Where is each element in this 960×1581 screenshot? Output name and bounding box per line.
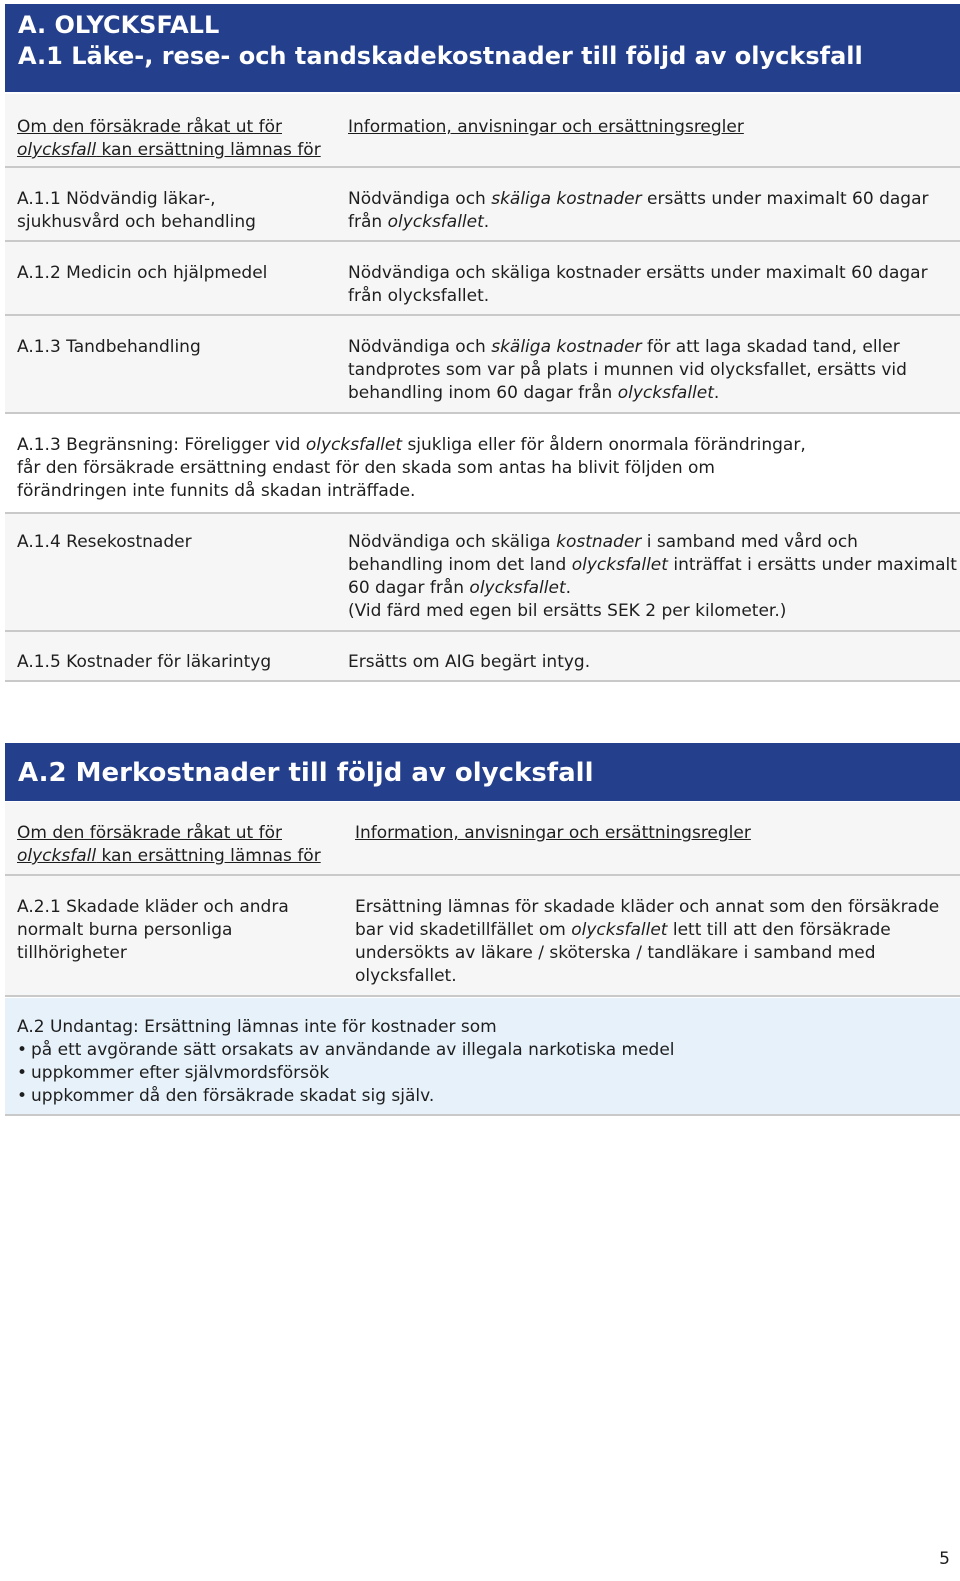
row-label: A.1.5 Kostnader för läkarintyg [17, 652, 272, 672]
column-header-row [5, 802, 960, 876]
row-text: Nödvändiga och skäliga kostnader för att laga skadad tand, eller tandprotes som var på plats i munnen vid olycksfallet, ersätts vid behandling inom 60 dagar från olycksfallet. [348, 337, 907, 403]
row-label: A.1.4 Resekostnader [17, 532, 192, 552]
table-row-a13 [5, 316, 960, 414]
section-heading: A. OLYCKSFALL [18, 11, 220, 39]
section-heading: A.2 Merkostnader till följd av olycksfall [18, 758, 594, 788]
exception-bullet: • uppkommer då den försäkrade skadat sig själv. [17, 1086, 435, 1106]
table-row-a15 [5, 632, 960, 682]
table-row-a11 [5, 168, 960, 242]
left-column-header: Om den försäkrade råkat ut för olycksfall kan ersättning lämnas för [17, 117, 321, 160]
table-row-a21 [5, 876, 960, 997]
row-label: A.2.1 Skadade kläder och andra normalt burna personliga tillhörigheter [17, 897, 289, 963]
exception-note [5, 998, 960, 1116]
row-text: Nödvändiga och skäliga kostnader ersätts under maximalt 60 dagar från olycksfallet. [348, 189, 929, 232]
section-a2-banner [5, 743, 960, 801]
row-text: Nödvändiga och skäliga kostnader i samband med vård och behandling inom det land olycksfallet inträffat i ersätts under maximalt 60 dagar från olycksfallet. (Vid färd med egen bil ersätts SEK 2 per kilometer.) [348, 532, 957, 621]
exception-bullet: • uppkommer efter självmordsförsök [17, 1063, 330, 1083]
column-header-row [5, 94, 960, 168]
right-column-header: Information, anvisningar och ersättningsregler [355, 823, 751, 843]
exception-bullet: • på ett avgörande sätt orsakats av användande av illegala narkotiska medel [17, 1040, 675, 1060]
row-label: A.1.2 Medicin och hjälpmedel [17, 263, 268, 283]
page-number: 5 [939, 1549, 950, 1569]
table-row-a14 [5, 514, 960, 632]
row-text: Nödvändiga och skäliga kostnader ersätts under maximalt 60 dagar från olycksfallet. [348, 263, 928, 306]
table-row-a12 [5, 242, 960, 316]
section-subheading: A.1 Läke-, rese- och tandskadekostnader till följd av olycksfall [18, 42, 863, 70]
section-a1-banner [5, 4, 960, 92]
row-label: A.1.3 Tandbehandling [17, 337, 201, 357]
limitation-note: A.1.3 Begränsning: Föreligger vid olycksfallet sjukliga eller för åldern onormala förändringar, får den försäkrade ersättning endast för den skada som antas ha blivit följden om förändringen inte funnits då skadan inträffade. [5, 414, 960, 514]
exception-title: A.2 Undantag: Ersättning lämnas inte för kostnader som [17, 1017, 497, 1037]
right-column-header: Information, anvisningar och ersättningsregler [348, 117, 744, 137]
left-column-header: Om den försäkrade råkat ut för olycksfall kan ersättning lämnas för [17, 823, 321, 866]
row-text: Ersättning lämnas för skadade kläder och annat som den försäkrade bar vid skadetillfället om olycksfallet lett till att den försäkrade undersökts av läkare / sköterska / tandläkare i samband med olycksfallet. [355, 897, 940, 986]
row-label: A.1.1 Nödvändig läkar-, sjukhusvård och behandling [17, 189, 256, 232]
row-text: Ersätts om AIG begärt intyg. [348, 652, 591, 672]
